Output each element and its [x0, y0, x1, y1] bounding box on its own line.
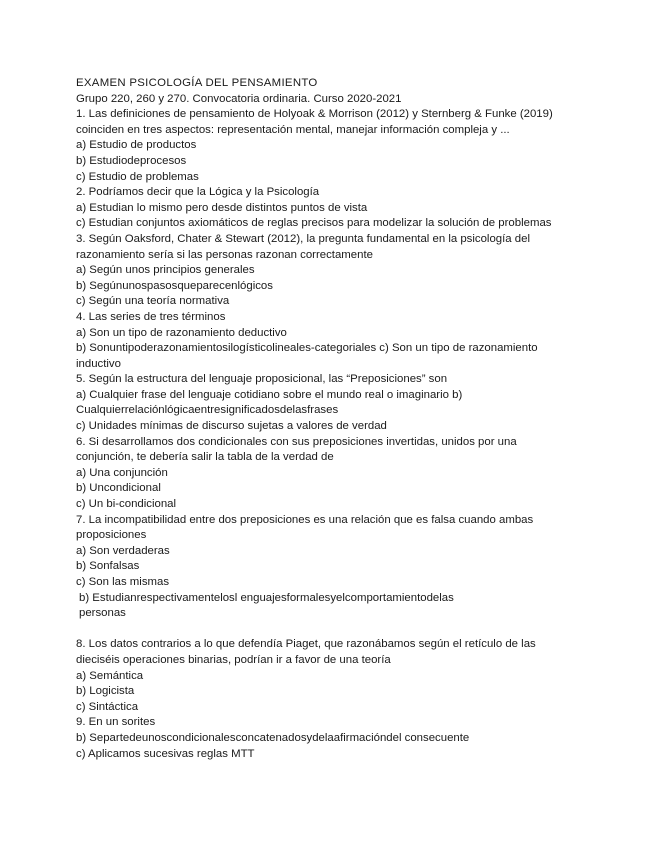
- question-8-option-a: a) Semántica: [76, 669, 144, 682]
- stray-option-b: b) Estudianrespectivamentelosl enguajesformalesyelcomportamientodelas: [79, 591, 454, 604]
- question-8-option-b: b) Logicista: [76, 685, 135, 698]
- exam-document: [76, 76, 586, 762]
- question-7-option-a: a) Son verdaderas: [76, 544, 170, 557]
- question-1-line-1: 1. Las definiciones de pensamiento de Holyoak & Morrison (2012) y Sternberg & Funke (2019): [76, 108, 553, 121]
- stray-option-b-cont: personas: [79, 607, 126, 620]
- question-7-line-1: 7. La incompatibilidad entre dos preposiciones es una relación que es falsa cuando ambas: [76, 513, 534, 526]
- question-1-option-a: a) Estudio de productos: [76, 139, 197, 152]
- question-5-option-b: Cualquierrelaciónlógicaentresignificadosdelasfrases: [76, 404, 339, 417]
- question-6-line-1: 6. Si desarrollamos dos condicionales con sus preposiciones invertidas, unidos por una: [76, 435, 517, 448]
- question-7-option-b: b) Sonfalsas: [76, 560, 140, 573]
- question-6-line-2: conjunción, te debería salir la tabla de la verdad de: [76, 451, 334, 464]
- question-8-option-c: c) Sintáctica: [76, 700, 139, 713]
- question-8-line-2: dieciséis operaciones binarias, podrían ir a favor de una teoría: [76, 653, 391, 666]
- question-2-stem: 2. Podríamos decir que la Lógica y la Psicología: [76, 186, 320, 199]
- question-8-line-1: 8. Los datos contrarios a lo que defendía Piaget, que razonábamos según el retículo de las: [76, 638, 536, 651]
- question-6-option-c: c) Un bi-condicional: [76, 498, 177, 511]
- question-3-option-b: b) Segúnunospasosqueparecenlógicos: [76, 279, 273, 292]
- question-4-option-c-cont: inductivo: [76, 357, 121, 370]
- exam-subtitle: Grupo 220, 260 y 270. Convocatoria ordinaria. Curso 2020-2021: [76, 92, 402, 105]
- question-9-option-b: b) Separtedeunoscondicionalesconcatenadosydelaafirmacióndel consecuente: [76, 731, 470, 744]
- question-1-option-b: b) Estudiodeprocesos: [76, 154, 187, 167]
- question-3-option-c: c) Según una teoría normativa: [76, 295, 230, 308]
- question-6-option-a: a) Una conjunción: [76, 466, 168, 479]
- question-7-line-2: proposiciones: [76, 529, 147, 542]
- exam-title: EXAMEN PSICOLOGÍA DEL PENSAMIENTO: [76, 77, 318, 89]
- question-3-option-a: a) Según unos principios generales: [76, 264, 255, 277]
- question-3-line-2: razonamiento sería si las personas razonan correctamente: [76, 248, 373, 261]
- question-5-option-c: c) Unidades mínimas de discurso sujetas a valores de verdad: [76, 420, 387, 433]
- question-9-stem: 9. En un sorites: [76, 716, 156, 729]
- question-3-line-1: 3. Según Oaksford, Chater & Stewart (2012), la pregunta fundamental en la psicología del: [76, 232, 531, 245]
- question-4-option-b-c: b) Sonuntipoderazonamientosilogísticolineales-categoriales c) Son un tipo de razonamiento: [76, 342, 538, 355]
- question-1-option-c: c) Estudio de problemas: [76, 170, 199, 183]
- question-6-option-b: b) Uncondicional: [76, 482, 161, 495]
- question-2-option-c: c) Estudian conjuntos axiomáticos de reglas precisos para modelizar la solución de problemas: [76, 217, 552, 230]
- question-5-stem: 5. Según la estructura del lenguaje proposicional, las “Preposiciones” son: [76, 373, 448, 386]
- question-9-option-c: c) Aplicamos sucesivas reglas MTT: [76, 747, 255, 760]
- question-5-option-a: a) Cualquier frase del lenguaje cotidiano sobre el mundo real o imaginario b): [76, 388, 463, 401]
- question-4-option-a: a) Son un tipo de razonamiento deductivo: [76, 326, 287, 339]
- question-7-option-c: c) Son las mismas: [76, 576, 170, 588]
- question-2-option-a: a) Estudian lo mismo pero desde distintos puntos de vista: [76, 201, 368, 214]
- question-1-line-2: coinciden en tres aspectos: representación mental, manejar información compleja y ...: [76, 123, 510, 136]
- blank-line: [76, 622, 586, 638]
- question-4-stem: 4. Las series de tres términos: [76, 310, 226, 323]
